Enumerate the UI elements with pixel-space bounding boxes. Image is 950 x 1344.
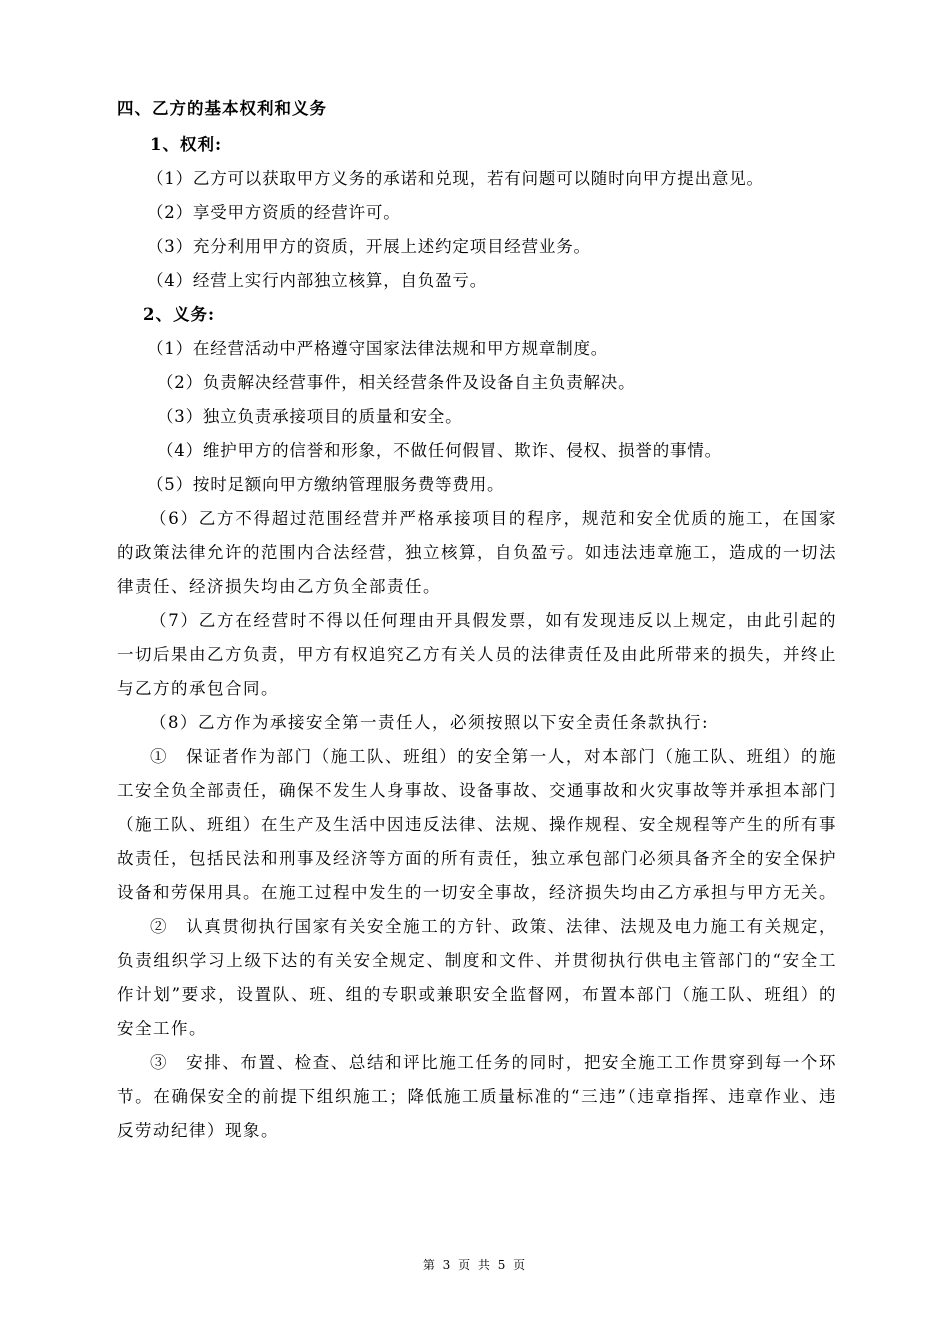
- obligation-item-2: （2）负责解决经营事件，相关经营条件及设备自主负责解决。: [157, 373, 636, 392]
- page-number-footer: 第 3 页 共 5 页: [422, 1258, 528, 1272]
- document-body: [117, 92, 837, 1148]
- obligation-item-5: （5）按时足额向甲方缴纳管理服务费等费用。: [147, 475, 505, 494]
- obligation-item-1: （1）在经营活动中严格遵守国家法律法规和甲方规章制度。: [147, 339, 609, 358]
- rights-item-3: （3）充分利用甲方的资质，开展上述约定项目经营业务。: [147, 237, 591, 256]
- obligations-heading: 2、义务:: [143, 305, 216, 324]
- safety-clause-1: ① 保证者作为部门（施工队、班组）的安全第一人，对本部门（施工队、班组）的施工安全负全部责任，确保不发生人身事故、设备事故、交通事故和火灾事故等并承担本部门（施工队、班组）在生产及生活中因违反法律、法规、操作规程、安全规程等产生的所有事故责任，包括民法和刑事及经济等方面的所有责任，独立承包部门必须具备齐全的安全保护设备和劳保用具。在施工过程中发生的一切安全事故，经济损失均由乙方承担与甲方无关。: [117, 747, 837, 902]
- obligation-item-8: （8）乙方作为承接安全第一责任人，必须按照以下安全责任条款执行:: [150, 713, 710, 732]
- section-title: 四、乙方的基本权利和义务: [117, 99, 327, 118]
- rights-heading: 1、权利:: [150, 135, 223, 154]
- obligation-item-4: （4）维护甲方的信誉和形象，不做任何假冒、欺诈、侵权、损誉的事情。: [157, 441, 722, 460]
- rights-item-1: （1）乙方可以获取甲方义务的承诺和兑现，若有问题可以随时向甲方提出意见。: [147, 169, 764, 188]
- obligation-item-3: （3）独立负责承接项目的质量和安全。: [157, 407, 463, 426]
- obligation-item-7: （7）乙方在经营时不得以任何理由开具假发票，如有发现违反以上规定，由此引起的一切后果由乙方负责，甲方有权追究乙方有关人员的法律责任及由此所带来的损失，并终止与乙方的承包合同。: [117, 611, 837, 698]
- rights-item-2: （2）享受甲方资质的经营许可。: [147, 203, 401, 222]
- rights-item-4: （4）经营上实行内部独立核算，自负盈亏。: [147, 271, 487, 290]
- obligation-item-6: （6）乙方不得超过范围经营并严格承接项目的程序，规范和安全优质的施工，在国家的政策法律允许的范围内合法经营，独立核算，自负盈亏。如违法违章施工，造成的一切法律责任、经济损失均由乙方负全部责任。: [117, 509, 837, 596]
- safety-clause-3: ③ 安排、布置、检查、总结和评比施工任务的同时，把安全施工工作贯穿到每一个环节。在确保安全的前提下组织施工；降低施工质量标准的“三违”（违章指挥、违章作业、违反劳动纪律）现象。: [117, 1053, 837, 1140]
- safety-clause-2: ② 认真贯彻执行国家有关安全施工的方针、政策、法律、法规及电力施工有关规定，负责组织学习上级下达的有关安全规定、制度和文件、并贯彻执行供电主管部门的“安全工作计划”要求，设置队、班、组的专职或兼职安全监督网，布置本部门（施工队、班组）的安全工作。: [117, 917, 837, 1038]
